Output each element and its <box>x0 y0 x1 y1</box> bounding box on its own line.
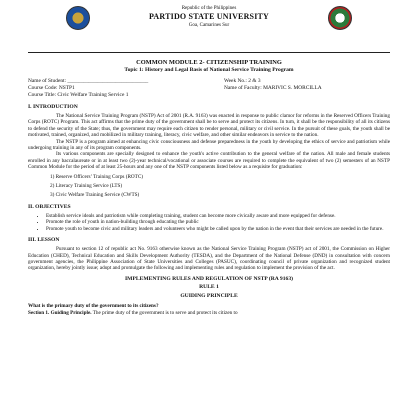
answer-body: The prime duty of the government is to serve and protect its citizen to <box>91 309 238 316</box>
week-number: Week No.: 2 & 3 <box>224 78 261 84</box>
rule-heading: RULE 1 <box>199 284 219 291</box>
component-lts: 2) Literacy Training Service (LTS) <box>50 183 123 190</box>
answer-text <box>28 310 390 316</box>
university-location: Goa, Camarines Sur <box>188 23 230 28</box>
faculty-name: Name of Faculty: MARIVIC S. MORCILLA <box>224 85 322 91</box>
lesson-heading: III. LESSON <box>28 237 60 244</box>
answer-label: Section 1. Guiding Principle. <box>28 309 92 316</box>
bagong-pilipinas-logo-icon <box>328 6 352 30</box>
letterhead <box>28 0 390 48</box>
header-divider <box>28 52 390 53</box>
component-cwts: 3) Civic Welfare Training Service (CWTS) <box>50 192 140 199</box>
student-name-field[interactable]: Name of Student: ______________________________ <box>28 78 149 84</box>
course-title: Course Title: Civic Welfare Training Service 1 <box>28 92 129 98</box>
republic-line: Republic of the Philippines <box>181 6 237 11</box>
student-info <box>28 78 390 99</box>
lesson-paragraph: Pursuant to section 12 of republic act No. 9163 otherwise known as the National Service Training Program (NSTP) act of 2001, the Commission on Higher Education (CHED), Technical Education and Skills Development Authority (TESDA), and the Department of the National Defense (DND) in consultation with concern government agencies, the Philippine Association of State Universities and Colleges (PASUC), coordinating council of private organization and recognized student organization, hereby jointly issue; adopt and promulgate the following and implementing rules and regulation to implement the provision of the act. <box>28 246 390 272</box>
intro-paragraph-1: The National Service Training Program (NSTP) Act of 2001 (R.A. 9163) was enacted in response to public clamor for reforms in the Reserved Officers Training Corps (ROTC) Program. This act affirms that the prime duty of the government shall be to serve and protect its citizens. In turn, it shall be the responsibility of all its citizens to defend the security of the State; thus, the government may require each citizen to render personal, military or civil service. In the pursuit of these goals, the youth shall be motivated, trained, organized, and mobilized in military training, literacy, civic welfare, and other similar endeavors in service to the nation. <box>28 113 390 139</box>
principle-heading: GUIDING PRINCIPLE <box>180 292 238 299</box>
objective-item: • Promote the role of youth in nation-building through educating the public <box>46 219 390 225</box>
objectives-heading: II. OBJECTIVES <box>28 203 71 210</box>
component-rotc: 1) Reserve Officers’ Training Corps (ROTC) <box>50 173 144 180</box>
objectives-list <box>28 213 390 232</box>
irr-title: IMPLEMENTING RULES AND REGULATION OF NSTP (RA 9163) <box>125 275 293 282</box>
university-seal-icon <box>66 6 90 30</box>
question-text: What is the primary duty of the government to its citizens? <box>28 303 159 310</box>
introduction-heading: I. INTRODUCTION <box>28 104 78 110</box>
intro-paragraph-3: Its various components are specially designed to enhance the youth's active contribution to the general welfare of the nation. All male and female students enrolled in any baccalaureate or in at least two (2)-year technical/vocational or associate courses are required to complete the equivalent of two (2) semesters of an NSTP Common Module for the period of at least 25-hours and any one of the NSTP components listed below as a requisite for graduation: <box>28 151 390 171</box>
course-code: Course Code: NSTP1 <box>28 85 75 91</box>
module-topic: Topic 1: History and Legal Basis of National Service Training Program <box>124 67 294 73</box>
intro-paragraph-2: The NSTP is a program aimed at enhancing civic consciousness and defense preparedness in the youth by developing the ethics of service and patriotism while undergoing training in any of its program components. <box>28 138 390 152</box>
university-name: PARTIDO STATE UNIVERSITY <box>148 12 270 21</box>
objective-item: • Establish service ideals and patriotism while completing training, student can become more civically aware and more equipped for defense. <box>46 213 390 219</box>
objective-item: • Promote youth to become civic and military leaders and volunteers who might be called upon by the nation in the event that their services are needed in the future. <box>46 226 390 232</box>
module-title: COMMON MODULE 2- CITIZENSHIP TRAINING <box>136 59 282 66</box>
